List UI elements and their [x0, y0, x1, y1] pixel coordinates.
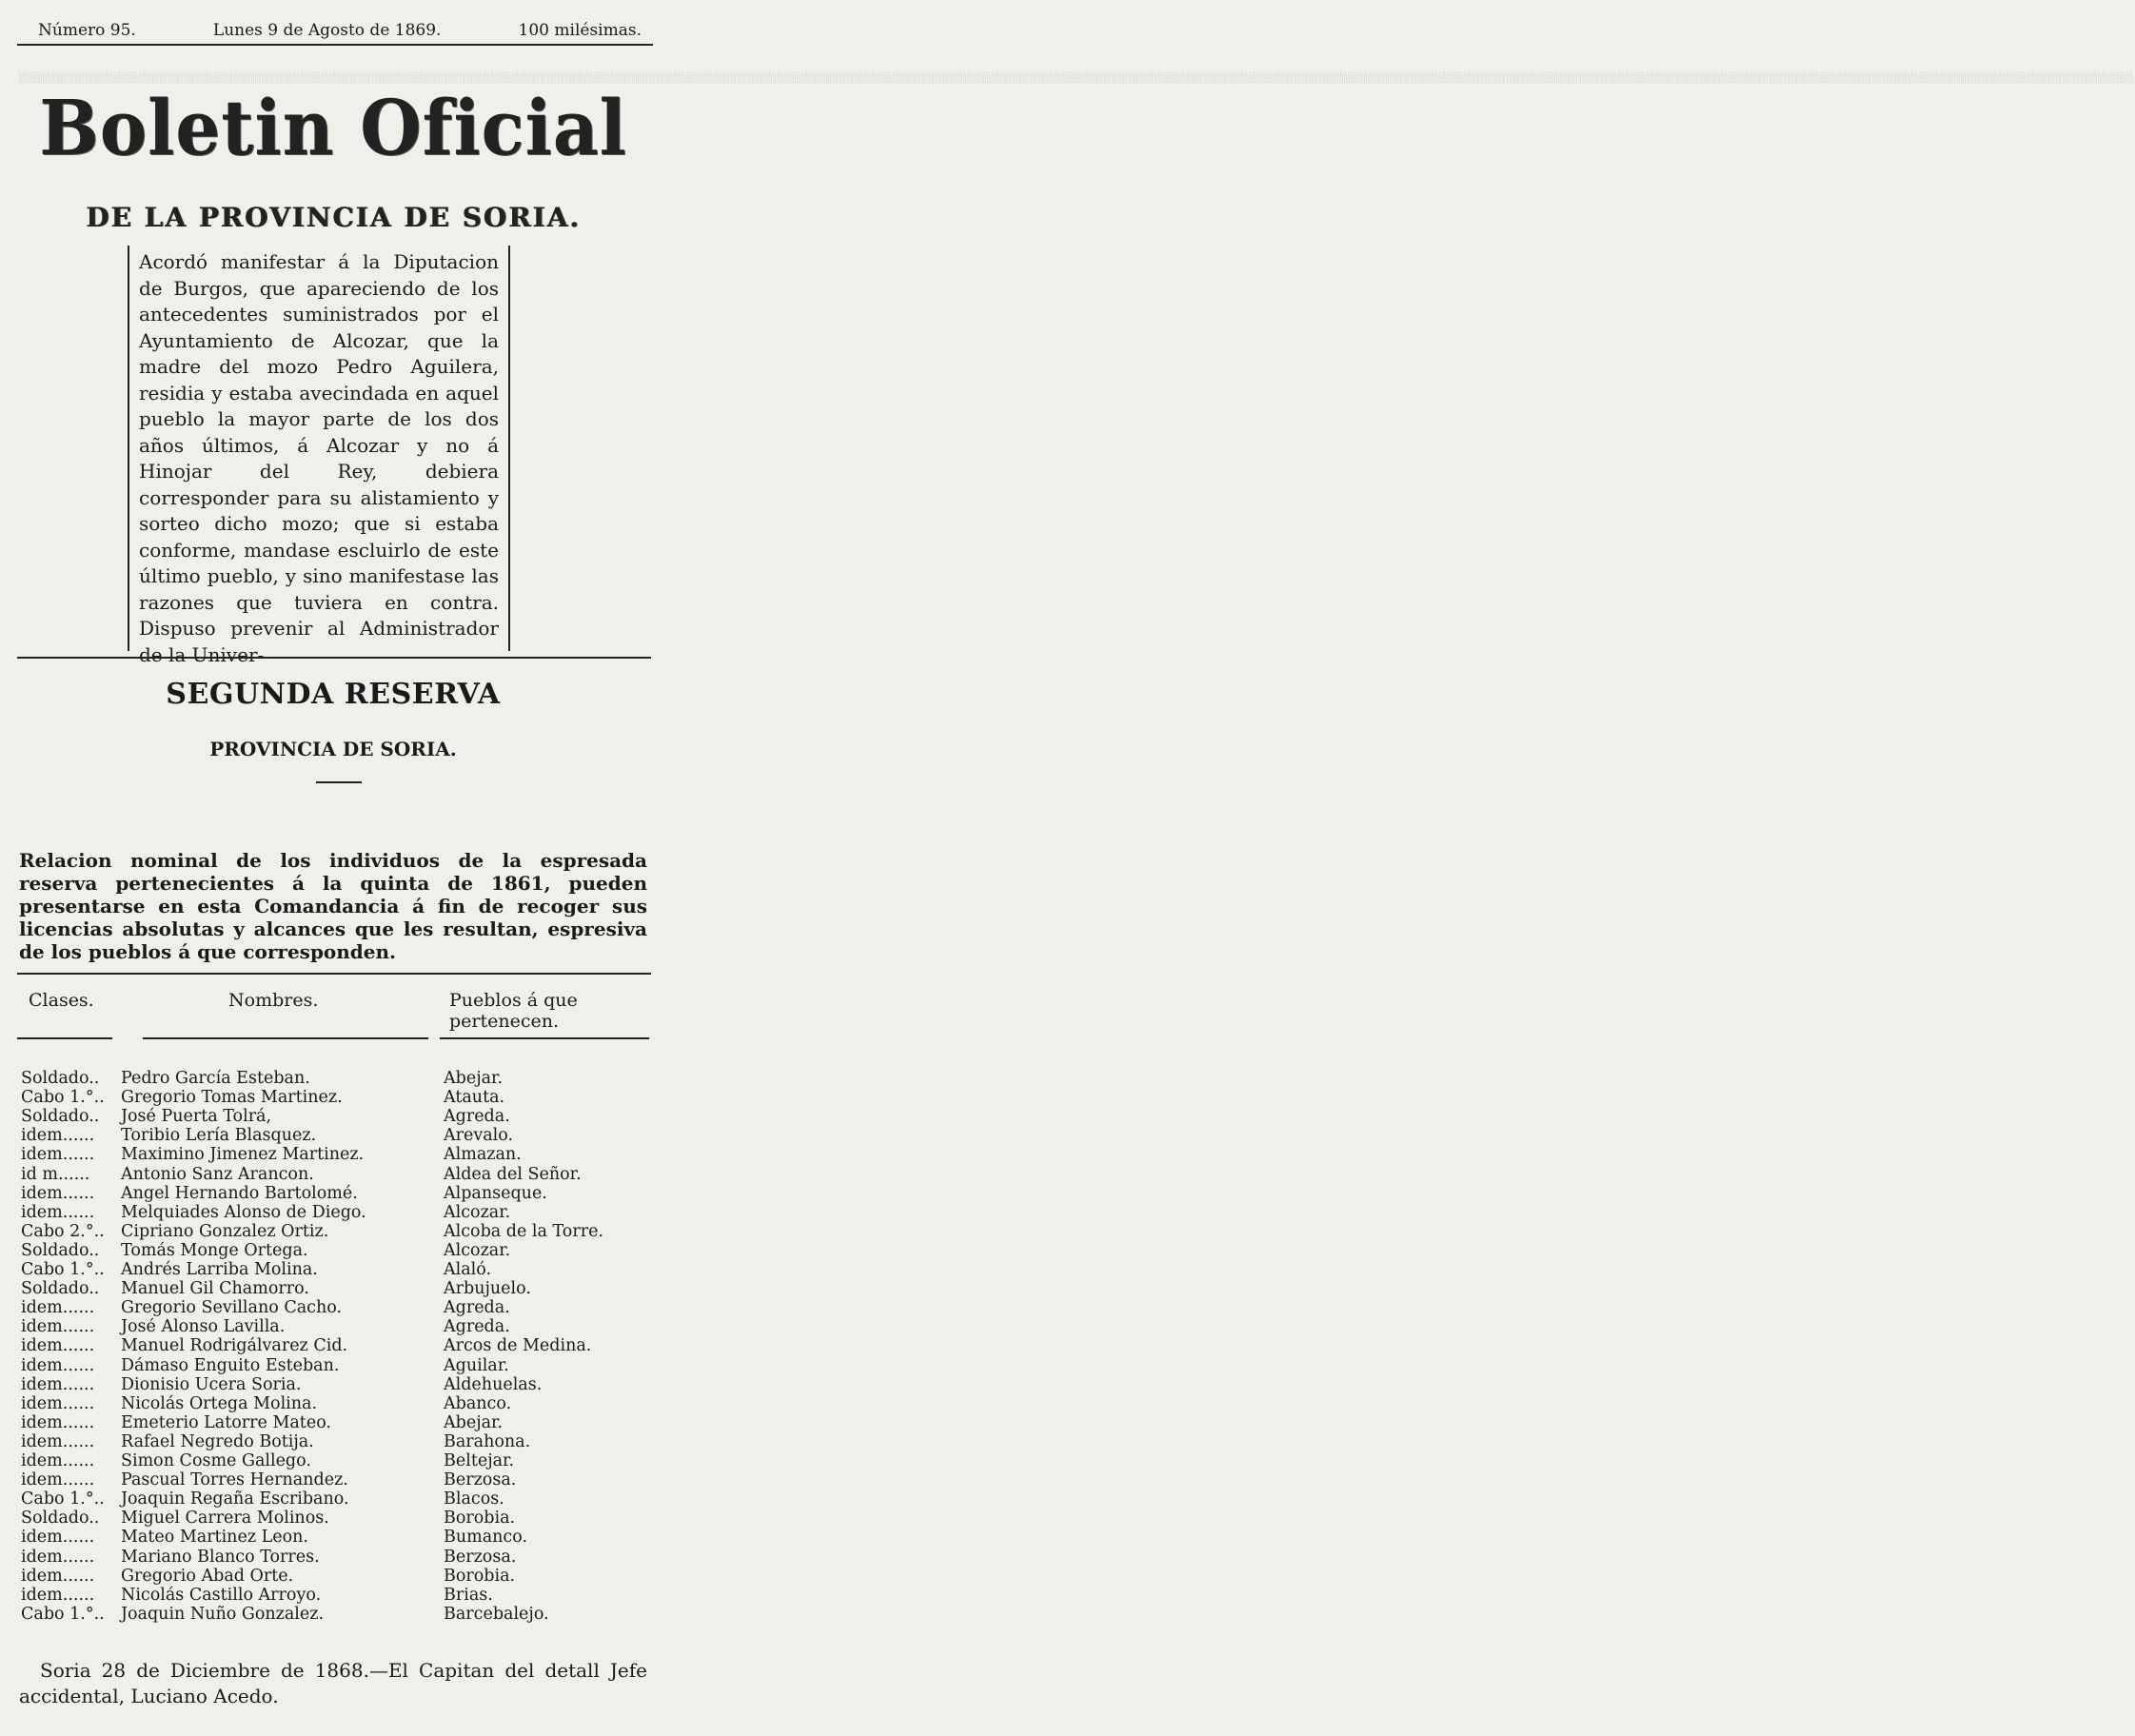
name-cell: Nicolás Castillo Arroyo. — [121, 1585, 322, 1605]
section-rule — [17, 657, 651, 659]
issue-price: 100 milésimas. — [518, 21, 642, 40]
rank-cell: id m...... — [21, 1164, 90, 1184]
name-cell: Joaquin Nuño Gonzalez. — [121, 1604, 325, 1624]
table-row — [0, 1222, 666, 1241]
rank-cell: idem...... — [21, 1145, 95, 1165]
table-row — [0, 1567, 666, 1586]
name-cell: Pedro García Esteban. — [121, 1069, 310, 1088]
table-row — [0, 1088, 666, 1107]
name-cell: Gregorio Tomas Martinez. — [121, 1088, 343, 1108]
table-row — [0, 1413, 666, 1432]
town-cell: Berzosa. — [444, 1470, 517, 1490]
column-header-clases: Clases. — [29, 990, 94, 1011]
name-cell: Gregorio Sevillano Cacho. — [121, 1298, 343, 1318]
province-heading: PROVINCIA DE SORIA. — [209, 738, 457, 760]
town-cell: Abanco. — [444, 1393, 512, 1413]
town-cell: Brias. — [444, 1585, 493, 1605]
table-row — [0, 1241, 666, 1260]
town-cell: Borobia. — [444, 1566, 516, 1586]
town-cell: Berzosa. — [444, 1547, 517, 1567]
town-cell: Alaló. — [444, 1260, 492, 1279]
town-cell: Bumanco. — [444, 1528, 528, 1548]
name-cell: Simon Cosme Gallego. — [121, 1451, 311, 1470]
rank-cell: idem...... — [21, 1470, 95, 1490]
table-row — [0, 1509, 666, 1528]
section-title: SEGUNDA RESERVA — [166, 678, 501, 711]
table-row — [0, 1586, 666, 1605]
table-row — [0, 1432, 666, 1451]
town-cell: Agreda. — [444, 1317, 510, 1337]
rank-cell: idem...... — [21, 1183, 95, 1203]
town-cell: Barcebalejo. — [444, 1604, 549, 1624]
name-cell: José Puerta Tolrá, — [121, 1107, 272, 1127]
rank-cell: idem...... — [21, 1202, 95, 1222]
table-row — [0, 1489, 666, 1509]
table-row — [0, 1451, 666, 1470]
town-cell: Blacos. — [444, 1489, 504, 1509]
name-cell: Manuel Gil Chamorro. — [121, 1279, 309, 1299]
issue-header — [0, 0, 666, 44]
rank-cell: idem...... — [21, 1317, 95, 1337]
table-row — [0, 1605, 666, 1624]
town-cell: Agreda. — [444, 1298, 510, 1318]
town-cell: Borobia. — [444, 1509, 516, 1529]
town-cell: Aguilar. — [444, 1355, 509, 1375]
issue-date: Lunes 9 de Agosto de 1869. — [212, 21, 442, 40]
name-cell: Manuel Rodrigálvarez Cid. — [121, 1336, 348, 1356]
short-divider — [316, 781, 362, 783]
column-rule-left — [128, 246, 129, 651]
rank-cell: Cabo 1.°.. — [21, 1260, 105, 1279]
table-row — [0, 1145, 666, 1164]
town-cell: Agreda. — [444, 1107, 510, 1127]
rank-cell: idem...... — [21, 1393, 95, 1413]
table-row — [0, 1069, 666, 1088]
name-cell: Dámaso Enguito Esteban. — [121, 1355, 340, 1375]
table-row — [0, 1165, 666, 1184]
name-cell: Tomás Monge Ortega. — [121, 1240, 308, 1260]
table-row — [0, 1279, 666, 1298]
rank-cell: Soldado.. — [21, 1069, 100, 1088]
name-cell: Emeterio Latorre Mateo. — [121, 1412, 331, 1432]
table-header-rule-3 — [440, 1037, 649, 1039]
table-row — [0, 1317, 666, 1336]
rank-cell: Cabo 1.°.. — [21, 1604, 105, 1624]
column-rule-right — [508, 246, 510, 651]
rank-cell: Soldado.. — [21, 1279, 100, 1299]
rank-cell: idem...... — [21, 1126, 95, 1146]
rank-cell: idem...... — [21, 1374, 95, 1394]
town-cell: Alpanseque. — [444, 1183, 547, 1203]
bleed-through-texture: ░░░░░░░░░░░░░░░░░░░░░░░░░░░░░░░░░░░░░░░░░░░░░░░░░░░░░░░░░░░░░░░░░░░░░░░░░░░░░░░░░░░░░░░░░░░░░░░░░░░░░░░░░░░░░░░░░░░░░░░░░░░░░░░░░░░░░░░░░░░░░░░░░░░░░░░░░░░░░░░░░░░░░░░░░░░░░░░░░░░░░░░░░░░░░░░░░░░░░░░░░░░░░░░░░░░░░░░░░░░░░░░░░░░░░░░░░░░░░░░░░░░░░░░░░░░░░░░░░░░░░░░░░░░░░░░░░░░░░░░░░░░░░░░░░ — [19, 73, 2135, 84]
town-cell: Arevalo. — [444, 1126, 514, 1146]
town-cell: Arcos de Medina. — [444, 1336, 592, 1356]
table-row — [0, 1203, 666, 1222]
rank-cell: Soldado.. — [21, 1240, 100, 1260]
town-cell: Beltejar. — [444, 1451, 515, 1470]
name-cell: Dionisio Ucera Soria. — [121, 1374, 302, 1394]
rank-cell: Soldado.. — [21, 1107, 100, 1127]
rank-cell: idem...... — [21, 1431, 95, 1451]
name-cell: Angel Hernando Bartolomé. — [121, 1183, 358, 1203]
table-row — [0, 1470, 666, 1489]
name-cell: Rafael Negredo Botija. — [121, 1431, 314, 1451]
table-row — [0, 1528, 666, 1547]
rank-cell: Cabo 1.°.. — [21, 1088, 105, 1108]
rank-cell: idem...... — [21, 1355, 95, 1375]
name-cell: Pascual Torres Hernandez. — [121, 1470, 348, 1490]
town-cell: Aldehuelas. — [444, 1374, 543, 1394]
town-cell: Alcoba de la Torre. — [444, 1221, 603, 1241]
issue-number: Número 95. — [38, 21, 136, 40]
town-cell: Arbujuelo. — [444, 1279, 531, 1299]
top-article-text: Acordó manifestar á la Diputacion de Burgos, que apareciendo de los antecedentes suministrados por el Ayuntamiento de Alcozar, que la madre del mozo Pedro Aguilera, residia y estaba avecindada en aquel pueblo la mayor parte de los dos años últimos, á Alcozar y no á Hinojar del Rey, debiera corresponder para su alistamiento y sorteo dicho mozo; que si estaba conforme, mandase escluirlo de este último pueblo, y sino manifestase las razones que tuviera en contra. Dispuso prevenir al Administrador de la Univer- — [139, 250, 499, 666]
name-cell: Antonio Sanz Arancon. — [121, 1164, 314, 1184]
newspaper-subtitle: DE LA PROVINCIA DE SORIA. — [86, 202, 581, 233]
header-rule — [17, 44, 653, 46]
table-row — [0, 1126, 666, 1145]
name-cell: Mateo Martinez Leon. — [121, 1528, 308, 1548]
table-row — [0, 1107, 666, 1126]
rank-cell: idem...... — [21, 1566, 95, 1586]
rank-cell: Cabo 2.°.. — [21, 1221, 105, 1241]
column-header-nombres: Nombres. — [228, 990, 319, 1011]
rank-cell: idem...... — [21, 1412, 95, 1432]
table-row — [0, 1336, 666, 1355]
name-cell: Nicolás Ortega Molina. — [121, 1393, 318, 1413]
column-header-pueblos: Pueblos á que pertenecen. — [449, 990, 578, 1032]
table-row — [0, 1394, 666, 1413]
name-cell: Cipriano Gonzalez Ortiz. — [121, 1221, 329, 1241]
rank-cell: idem...... — [21, 1451, 95, 1470]
town-cell: Almazan. — [444, 1145, 522, 1165]
name-cell: José Alonso Lavilla. — [121, 1317, 286, 1337]
rank-cell: idem...... — [21, 1547, 95, 1567]
town-cell: Abejar. — [444, 1069, 504, 1088]
table-row — [0, 1375, 666, 1394]
table-row — [0, 1298, 666, 1317]
name-cell: Toribio Lería Blasquez. — [121, 1126, 317, 1146]
name-cell: Maximino Jimenez Martinez. — [121, 1145, 365, 1165]
name-cell: Joaquin Regaña Escribano. — [121, 1489, 349, 1509]
town-cell: Alcozar. — [444, 1202, 511, 1222]
town-cell: Aldea del Señor. — [444, 1164, 582, 1184]
footer-signature: Soria 28 de Diciembre de 1868.—El Capitan del detall Jefe accidental, Luciano Acedo. — [19, 1659, 647, 1707]
name-cell: Gregorio Abad Orte. — [121, 1566, 294, 1586]
name-cell: Melquiades Alonso de Diego. — [121, 1202, 366, 1222]
table-row — [0, 1260, 666, 1279]
table-header-rule-1 — [17, 1037, 112, 1039]
intro-paragraph: Relacion nominal de los individuos de la espresada reserva pertenecientes á la quinta de 1861, pueden presentarse en esta Comandancia á fin de recoger sus licencias absolutas y alcances que les resultan, espresiva de los pueblos á que corresponden. — [19, 849, 647, 963]
table-top-rule — [17, 973, 651, 975]
rank-cell: idem...... — [21, 1585, 95, 1605]
town-cell: Alcozar. — [444, 1240, 511, 1260]
town-cell: Atauta. — [444, 1088, 505, 1108]
town-cell: Barahona. — [444, 1431, 531, 1451]
table-header-rule-2 — [143, 1037, 428, 1039]
rank-cell: idem...... — [21, 1298, 95, 1318]
table-row — [0, 1548, 666, 1567]
rank-cell: idem...... — [21, 1528, 95, 1548]
name-cell: Andrés Larriba Molina. — [121, 1260, 318, 1279]
name-cell: Miguel Carrera Molinos. — [121, 1509, 329, 1529]
rank-cell: Cabo 1.°.. — [21, 1489, 105, 1509]
rank-cell: Soldado.. — [21, 1509, 100, 1529]
rank-cell: idem...... — [21, 1336, 95, 1356]
town-cell: Abejar. — [444, 1412, 504, 1432]
newspaper-title: Boletin Oficial — [39, 84, 627, 173]
name-cell: Mariano Blanco Torres. — [121, 1547, 320, 1567]
table-row — [0, 1184, 666, 1203]
table-row — [0, 1356, 666, 1375]
